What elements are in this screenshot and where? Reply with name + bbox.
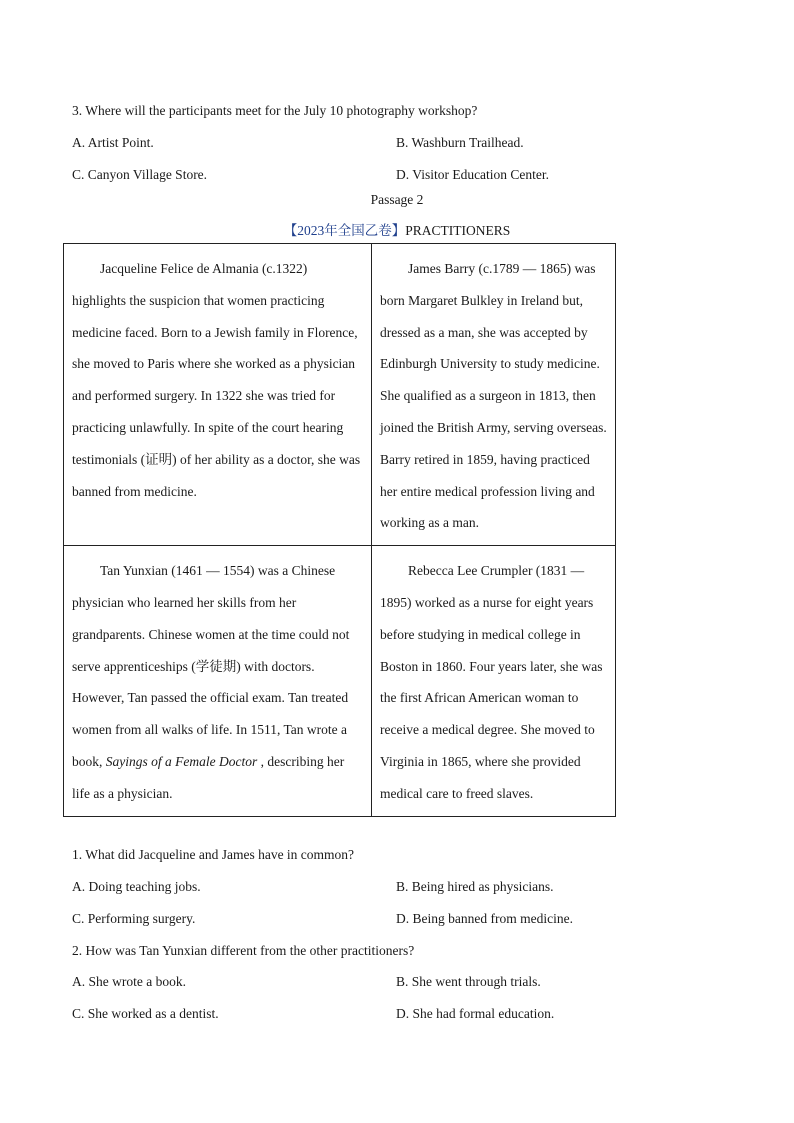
table-row [64,546,616,816]
q2-option-b: B. She went through trials. [396,974,541,989]
q3-option-b: B. Washburn Trailhead. [396,135,524,150]
cell-text: Jacqueline Felice de Almania (c.1322) highlights the suspicion that women practicing medicine faced. Born to a Jewish family in Florence, she moved to Paris where she worked as a physician and performed surgery. In 1322 she was tried for practicing unlawfully. In spite of the court hearing testimonials (证明) of her ability as a doctor, she was banned from medicine. [72,261,361,499]
passage-source: 【2023年全国乙卷】 [283,223,406,238]
cell-text: James Barry (c.1789 — 1865) was born Margaret Bulkley in Ireland but, dressed as a man, she was accepted by Edinburgh University to study medicine. She qualified as a surgeon in 1813, then joined the British Army, serving overseas. Barry retired in 1859, having practiced her entire medical profession living and working as a man. [380,261,607,531]
q2-option-c: C. She worked as a dentist. [72,1006,219,1021]
cell-text: Rebecca Lee Crumpler (1831 — 1895) worked as a nurse for eight years before studying in medical college in Boston in 1860. Four years later, she was the first African American woman to receive a medical degree. She moved to Virginia in 1865, where she provided medical care to freed slaves. [380,563,603,801]
q3-option-d: D. Visitor Education Center. [396,167,550,182]
q2-option-d: D. She had formal education. [396,1006,555,1021]
q3-option-a: A. Artist Point. [72,135,154,150]
q3-option-c: C. Canyon Village Store. [72,167,208,182]
q1-option-c: C. Performing surgery. [72,911,196,926]
q3-question: 3. Where will the participants meet for the July 10 photography workshop? [72,103,478,118]
cell-rebecca [372,546,616,816]
q1-question: 1. What did Jacqueline and James have in common? [72,847,355,862]
q2-question: 2. How was Tan Yunxian different from the other practitioners? [72,943,415,958]
passage-title-line [0,219,794,239]
practitioners-table [63,243,616,817]
q1-option-b: B. Being hired as physicians. [396,879,554,894]
q2-option-a: A. She wrote a book. [72,974,186,989]
table-row [64,244,616,546]
cell-james [372,244,616,546]
q1-option-a: A. Doing teaching jobs. [72,879,201,894]
q1-option-d: D. Being banned from medicine. [396,911,573,926]
book-title: Sayings of a Female Doctor [105,753,258,769]
passage-heading: Passage 2 [370,192,424,207]
cell-tan [64,546,372,816]
cell-jacqueline [64,244,372,546]
cell-text: Tan Yunxian (1461 — 1554) was a Chinese physician who learned her skills from her grandparents. Chinese women at the time could not serve apprenticeships (学徒期) with doctors. However, Tan passed the official exam. Tan treated women from all walks of life. In 1511, Tan wrote a book, [72,563,350,769]
cell-text-end: , describing her life as a physician. [72,753,345,801]
passage-title: PRACTITIONERS [405,223,511,238]
